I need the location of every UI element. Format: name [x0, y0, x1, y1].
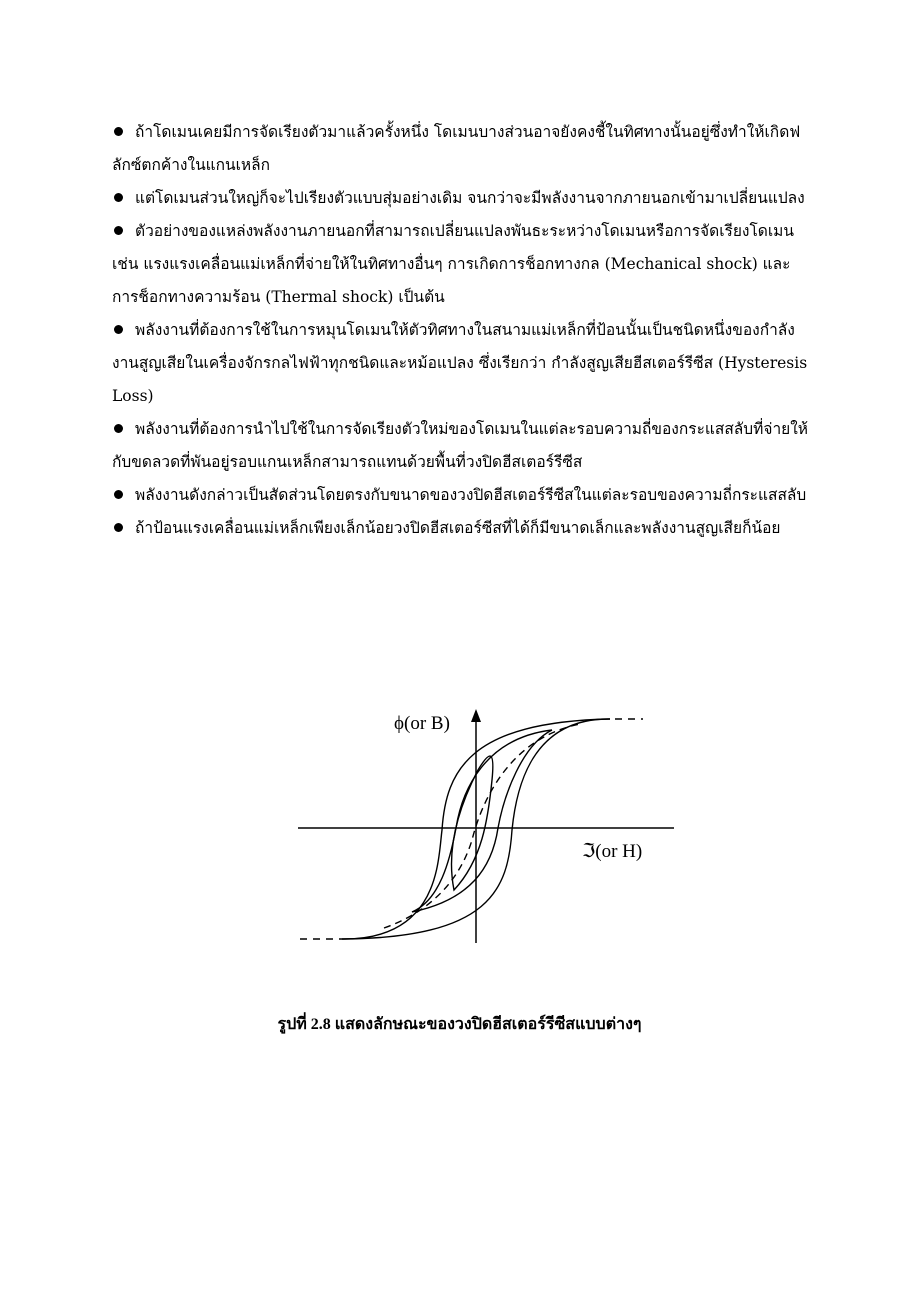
- bullet-item-4: [112, 314, 812, 413]
- bullet-item-6: [112, 479, 812, 512]
- middle-loop-rising: [412, 730, 552, 912]
- bullet-text-1: ถ้าโดเมนเคยมีการจัดเรียงตัวมาแล้วครั้งหนึ่ง โดเมนบางส่วนอาจยังคงชี้ในทิศทางนั้นอยู่ซึ่งทำให้เกิดฟลักซ์ตกค้างในแกนเหล็ก: [112, 123, 801, 174]
- bullet-list: [112, 116, 812, 545]
- bullet-item-7: [112, 512, 812, 545]
- bullet-text-4: พลังงานที่ต้องการใช้ในการหมุนโดเมนให้ตัวทิศทางในสนามแม่เหล็กที่ป้อนนั้นเป็นชนิดหนึ่งของกำลังงานสูญเสียในเครื่องจักรกลไฟฟ้าทุกชนิดและหม้อแปลง ซึ่งเรียกว่า กำลังสูญเสียฮีสเตอร์รีซีส (Hysteresis Loss): [112, 321, 808, 405]
- bullet-item-3: [112, 215, 812, 314]
- bullet-dot-icon: [114, 523, 123, 532]
- inner-loop: [452, 756, 493, 890]
- hysteresis-figure: [290, 700, 690, 960]
- bullet-dot-icon: [114, 193, 123, 202]
- bullet-text-3: ตัวอย่างของแหล่งพลังงานภายนอกที่สามารถเปลี่ยนแปลงพันธะระหว่างโดเมนหรือการจัดเรียงโดเมน เช่น แรงแรงเคลื่อนแม่เหล็กที่จ่ายให้ในทิศทางอื่นๆ การเกิดการช็อกทางกล (Mechanical shock) และการช็อกทางความร้อน (Thermal shock) เป็นต้น: [112, 222, 794, 306]
- magnetization-curve-dashed: [384, 724, 580, 928]
- bullet-dot-icon: [114, 325, 123, 334]
- bullet-item-2: [112, 182, 812, 215]
- bullet-dot-icon: [114, 424, 123, 433]
- hysteresis-diagram: [290, 700, 690, 960]
- middle-loop-falling: [412, 730, 552, 912]
- bullet-item-1: [112, 116, 812, 182]
- bullet-text-5: พลังงานที่ต้องการนำไปใช้ในการจัดเรียงตัวใหม่ของโดเมนในแต่ละรอบความถี่ของกระแสสลับที่จ่ายให้กับขดลวดที่พันอยู่รอบแกนเหล็กสามารถแทนด้วยพื้นที่วงปิดฮีสเตอร์รีซีส: [112, 420, 809, 471]
- bullet-dot-icon: [114, 490, 123, 499]
- bullet-text-6: พลังงานดังกล่าวเป็นสัดส่วนโดยตรงกับขนาดของวงปิดฮีสเตอร์รีซีสในแต่ละรอบของความถี่กระแสสลับ: [135, 486, 807, 504]
- bullet-item-5: [112, 413, 812, 479]
- bullet-dot-icon: [114, 226, 123, 235]
- bullet-text-7: ถ้าป้อนแรงเคลื่อนแม่เหล็กเพียงเล็กน้อยวงปิดฮีสเตอร์ซีสที่ได้ก็มีขนาดเล็กและพลังงานสูญเสียก็น้อย: [135, 519, 781, 537]
- bullet-text-2: แต่โดเมนส่วนใหญ่ก็จะไปเรียงตัวแบบสุ่มอย่างเดิม จนกว่าจะมีพลังงานจากภายนอกเข้ามาเปลี่ยนแปลง: [135, 189, 805, 207]
- x-axis-label: ℑ(or H): [582, 841, 643, 862]
- y-axis-arrow-icon: [471, 709, 481, 722]
- y-axis-label: ϕ(or B): [394, 713, 450, 734]
- bullet-dot-icon: [114, 127, 123, 136]
- figure-caption: รูปที่ 2.8 แสดงลักษณะของวงปิดฮีสเตอร์รีซีสแบบต่างๆ: [277, 1016, 642, 1033]
